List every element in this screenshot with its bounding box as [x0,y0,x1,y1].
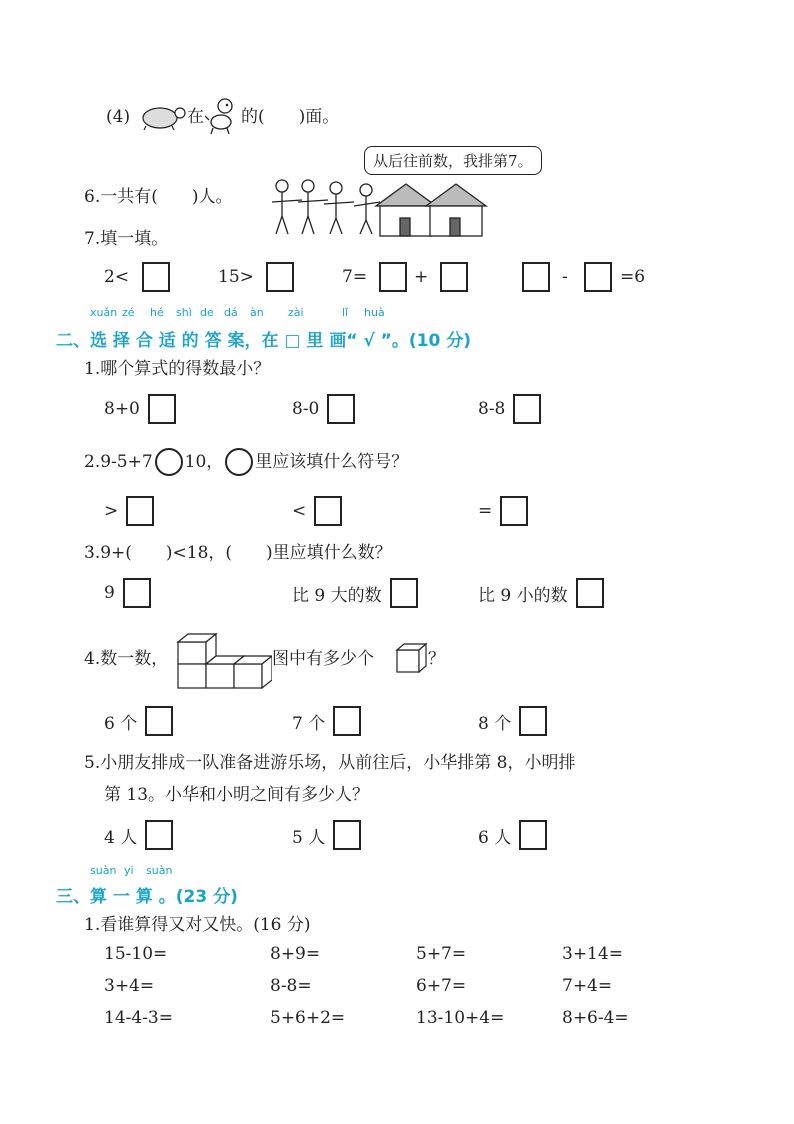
s2-q5-option-a [104,820,173,850]
answer-box[interactable] [379,262,407,292]
answer-box[interactable] [333,820,361,850]
q7-item-6: =6 [620,267,646,287]
s2-q2-part2: 10， [184,452,224,472]
option-label: 7 个 [292,713,326,734]
s2-q1-option-b [292,394,355,424]
answer-box[interactable] [333,706,361,736]
calc-item: 15-10= [104,944,168,964]
answer-box[interactable] [584,262,612,292]
calc-item: 14-4-3= [104,1008,173,1028]
q4-mid: 在 [187,107,204,127]
q4-prefix: (4) [106,107,131,127]
s2-q4-part3: ？ [428,649,445,669]
pinyin-10: huà [364,306,385,319]
option-label: 9 [104,583,115,603]
pinyin-8: zài [288,306,304,319]
answer-box[interactable] [123,578,151,608]
answer-box[interactable] [327,394,355,424]
calc-item: 8+9= [270,944,321,964]
q4-line [106,106,130,128]
dog-icon [205,96,241,136]
s2-q2-part1: 2.9-5+7 [84,452,153,472]
section-2-heading: 二、选 择 合 适 的 答 案，在 □ 里 画“ √ ”。(10 分) [56,331,471,351]
section-3-heading: 三、算 一 算 。(23 分) [56,887,238,907]
option-label: 5 人 [292,827,326,848]
q7-title: 7.填一填。 [84,229,169,249]
pinyin-s3-3: suàn [146,864,173,877]
s2-q1-option-c [478,394,541,424]
answer-box[interactable] [314,496,342,526]
s2-q4-part2: 图中有多少个 [272,649,374,669]
speech-bubble: 从后往前数，我排第7。 [364,146,542,175]
calc-item: 6+7= [416,976,467,996]
option-label: 比 9 小的数 [478,585,568,606]
calc-item: 5+7= [416,944,467,964]
calc-item: 3+4= [104,976,155,996]
pinyin-s3-2: yi [124,864,134,877]
option-label: 8-0 [292,399,320,419]
s2-q4-option-b [292,706,361,736]
answer-box[interactable] [148,394,176,424]
calc-item: 13-10+4= [416,1008,505,1028]
s2-q2-option-a [104,496,154,526]
option-label: 8+0 [104,399,140,419]
answer-box[interactable] [266,262,294,292]
s2-q4-part1: 4.数一数， [84,649,169,669]
q7-item-4: + [414,267,429,287]
option-label: < [292,501,307,521]
calc-item: 3+14= [562,944,623,964]
answer-box[interactable] [142,262,170,292]
circle-symbol-icon [225,448,253,476]
answer-box[interactable] [500,496,528,526]
children-and-houses-illustration [268,172,494,244]
s2-q5-line1: 5.小朋友排成一队准备进游乐场，从前往后，小华排第 8，小明排 [84,753,576,773]
s2-q4-option-a [104,706,173,736]
pinyin-6: dá [224,306,238,319]
option-label: 8 个 [478,713,512,734]
s2-q3-option-c [478,578,604,608]
pinyin-5: de [200,306,214,319]
s2-q3-option-b [292,578,418,608]
answer-box[interactable] [390,578,418,608]
answer-box[interactable] [513,394,541,424]
q4-suffix: 的( )面。 [241,107,340,127]
answer-box[interactable] [576,578,604,608]
s2-q1-text: 1.哪个算式的得数最小？ [84,359,271,379]
s2-q5-line2: 第 13。小华和小明之间有多少人？ [104,785,370,805]
pinyin-s3-1: suàn [90,864,117,877]
pinyin-1: xuǎn [90,306,118,319]
option-label: 比 9 大的数 [292,585,382,606]
calc-item: 7+4= [562,976,613,996]
q7-item-5: - [562,267,568,287]
answer-box[interactable] [519,820,547,850]
option-label: 8-8 [478,399,506,419]
s2-q5-option-b [292,820,361,850]
option-label: 6 个 [104,713,138,734]
calc-item: 8-8= [270,976,312,996]
answer-box[interactable] [126,496,154,526]
s2-q3-text: 3.9+( )<18，( )里应填什么数？ [84,543,392,563]
s2-q2-option-b [292,496,342,526]
pinyin-7: àn [250,306,264,319]
answer-box[interactable] [145,706,173,736]
answer-circle[interactable] [155,448,183,476]
option-label: = [478,501,493,521]
pinyin-3: hé [150,306,164,319]
option-label: 6 人 [478,827,512,848]
answer-box[interactable] [440,262,468,292]
turtle-icon [136,100,186,130]
q7-item-2: 15> [218,267,254,287]
s2-q2-line [84,448,408,476]
s3-q1-title: 1.看谁算得又对又快。(16 分) [84,915,311,935]
pinyin-4: shì [176,306,192,319]
q7-item-3: 7= [342,267,368,287]
s2-q4-option-c [478,706,547,736]
cube-stack-figure [176,626,272,692]
q7-item-1: 2< [104,267,130,287]
pinyin-2: zé [122,306,135,319]
s2-q5-option-c [478,820,547,850]
option-label: 4 人 [104,827,138,848]
s2-q3-option-a [104,578,151,608]
answer-box[interactable] [145,820,173,850]
answer-box[interactable] [522,262,550,292]
pinyin-9: lǐ [342,306,349,319]
answer-box[interactable] [519,706,547,736]
s2-q2-option-c [478,496,528,526]
q6-text: 6.一共有( )人。 [84,187,233,207]
option-label: > [104,501,119,521]
calc-item: 8+6-4= [562,1008,629,1028]
cube-icon [395,642,429,676]
s2-q2-part3: 里应该填什么符号？ [255,452,409,472]
s2-q1-option-a [104,394,176,424]
calc-item: 5+6+2= [270,1008,346,1028]
